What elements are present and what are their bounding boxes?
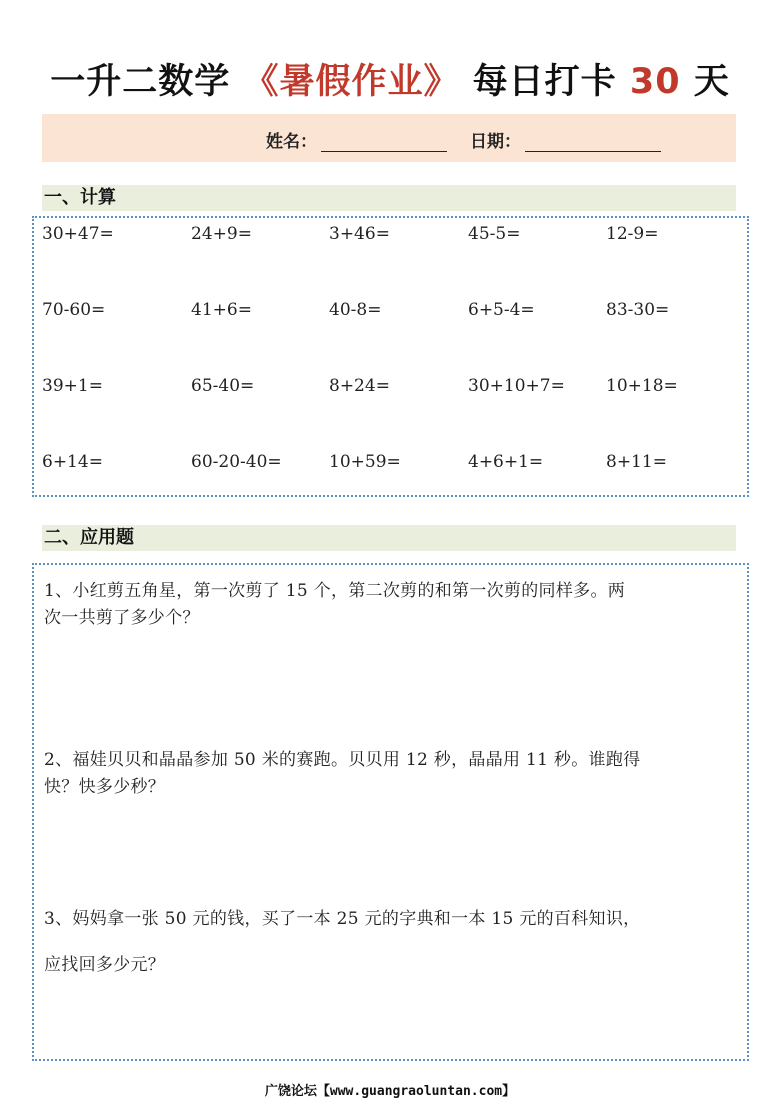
calc-item: 30+10+7=: [468, 376, 565, 396]
calc-item: 12-9=: [606, 224, 659, 244]
problem-2-line-2: 快？快多少秒？: [44, 777, 166, 797]
calc-item: 6+14=: [42, 452, 103, 472]
date-label: 日期：: [470, 132, 521, 152]
calc-item: 10+59=: [329, 452, 401, 472]
footer-site-url[interactable]: 【www.guangraoluntan.com】: [316, 1084, 516, 1099]
name-label: 姓名：: [266, 132, 317, 152]
problem-2-line-1: 2、福娃贝贝和晶晶参加 50 米的赛跑。贝贝用 12 秒，晶晶用 11 秒。谁跑得: [44, 750, 641, 770]
page-title: [0, 54, 780, 104]
date-blank[interactable]: [525, 133, 661, 152]
title-part-4: 天: [693, 62, 730, 102]
calc-item: 4+6+1=: [468, 452, 544, 472]
calc-item: 39+1=: [42, 376, 103, 396]
title-part-1: 一升二数学: [50, 62, 231, 102]
calc-item: 6+5-4=: [468, 300, 535, 320]
calc-item: 83-30=: [606, 300, 670, 320]
problem-1-line-2: 次一共剪了多少个？: [44, 608, 200, 628]
calc-item: 3+46=: [329, 224, 390, 244]
footer-site-name: 广饶论坛: [264, 1084, 317, 1099]
name-blank[interactable]: [321, 133, 447, 152]
calc-item: 70-60=: [42, 300, 106, 320]
calc-item: 24+9=: [191, 224, 252, 244]
title-part-2: 《暑假作业》: [243, 62, 460, 102]
calc-item: 45-5=: [468, 224, 521, 244]
calc-item: 65-40=: [191, 376, 255, 396]
calc-item: 40-8=: [329, 300, 382, 320]
name-group: [266, 127, 447, 152]
title-day-number: 30: [629, 62, 681, 102]
date-group: [470, 127, 661, 152]
problem-3-line-2: 应找回多少元？: [44, 955, 166, 975]
calc-item: 41+6=: [191, 300, 252, 320]
calc-item: 10+18=: [606, 376, 678, 396]
problem-3-line-1: 3、妈妈拿一张 50 元的钱，买了一本 25 元的字典和一本 15 元的百科知识，: [44, 909, 641, 929]
calc-item: 30+47=: [42, 224, 114, 244]
calc-item: 8+11=: [606, 452, 667, 472]
footer: [0, 1080, 780, 1099]
section-calc-heading: 一、计算: [42, 185, 736, 211]
title-part-3: 每日打卡: [472, 62, 617, 102]
word-problems-box: [32, 563, 749, 1061]
name-date-bar: [42, 114, 736, 162]
section-word-problems-heading: 二、应用题: [42, 525, 736, 551]
calc-item: 8+24=: [329, 376, 390, 396]
problem-1-line-1: 1、小红剪五角星，第一次剪了 15 个，第二次剪的和第一次剪的同样多。两: [44, 581, 626, 601]
calc-item: 60-20-40=: [191, 452, 282, 472]
